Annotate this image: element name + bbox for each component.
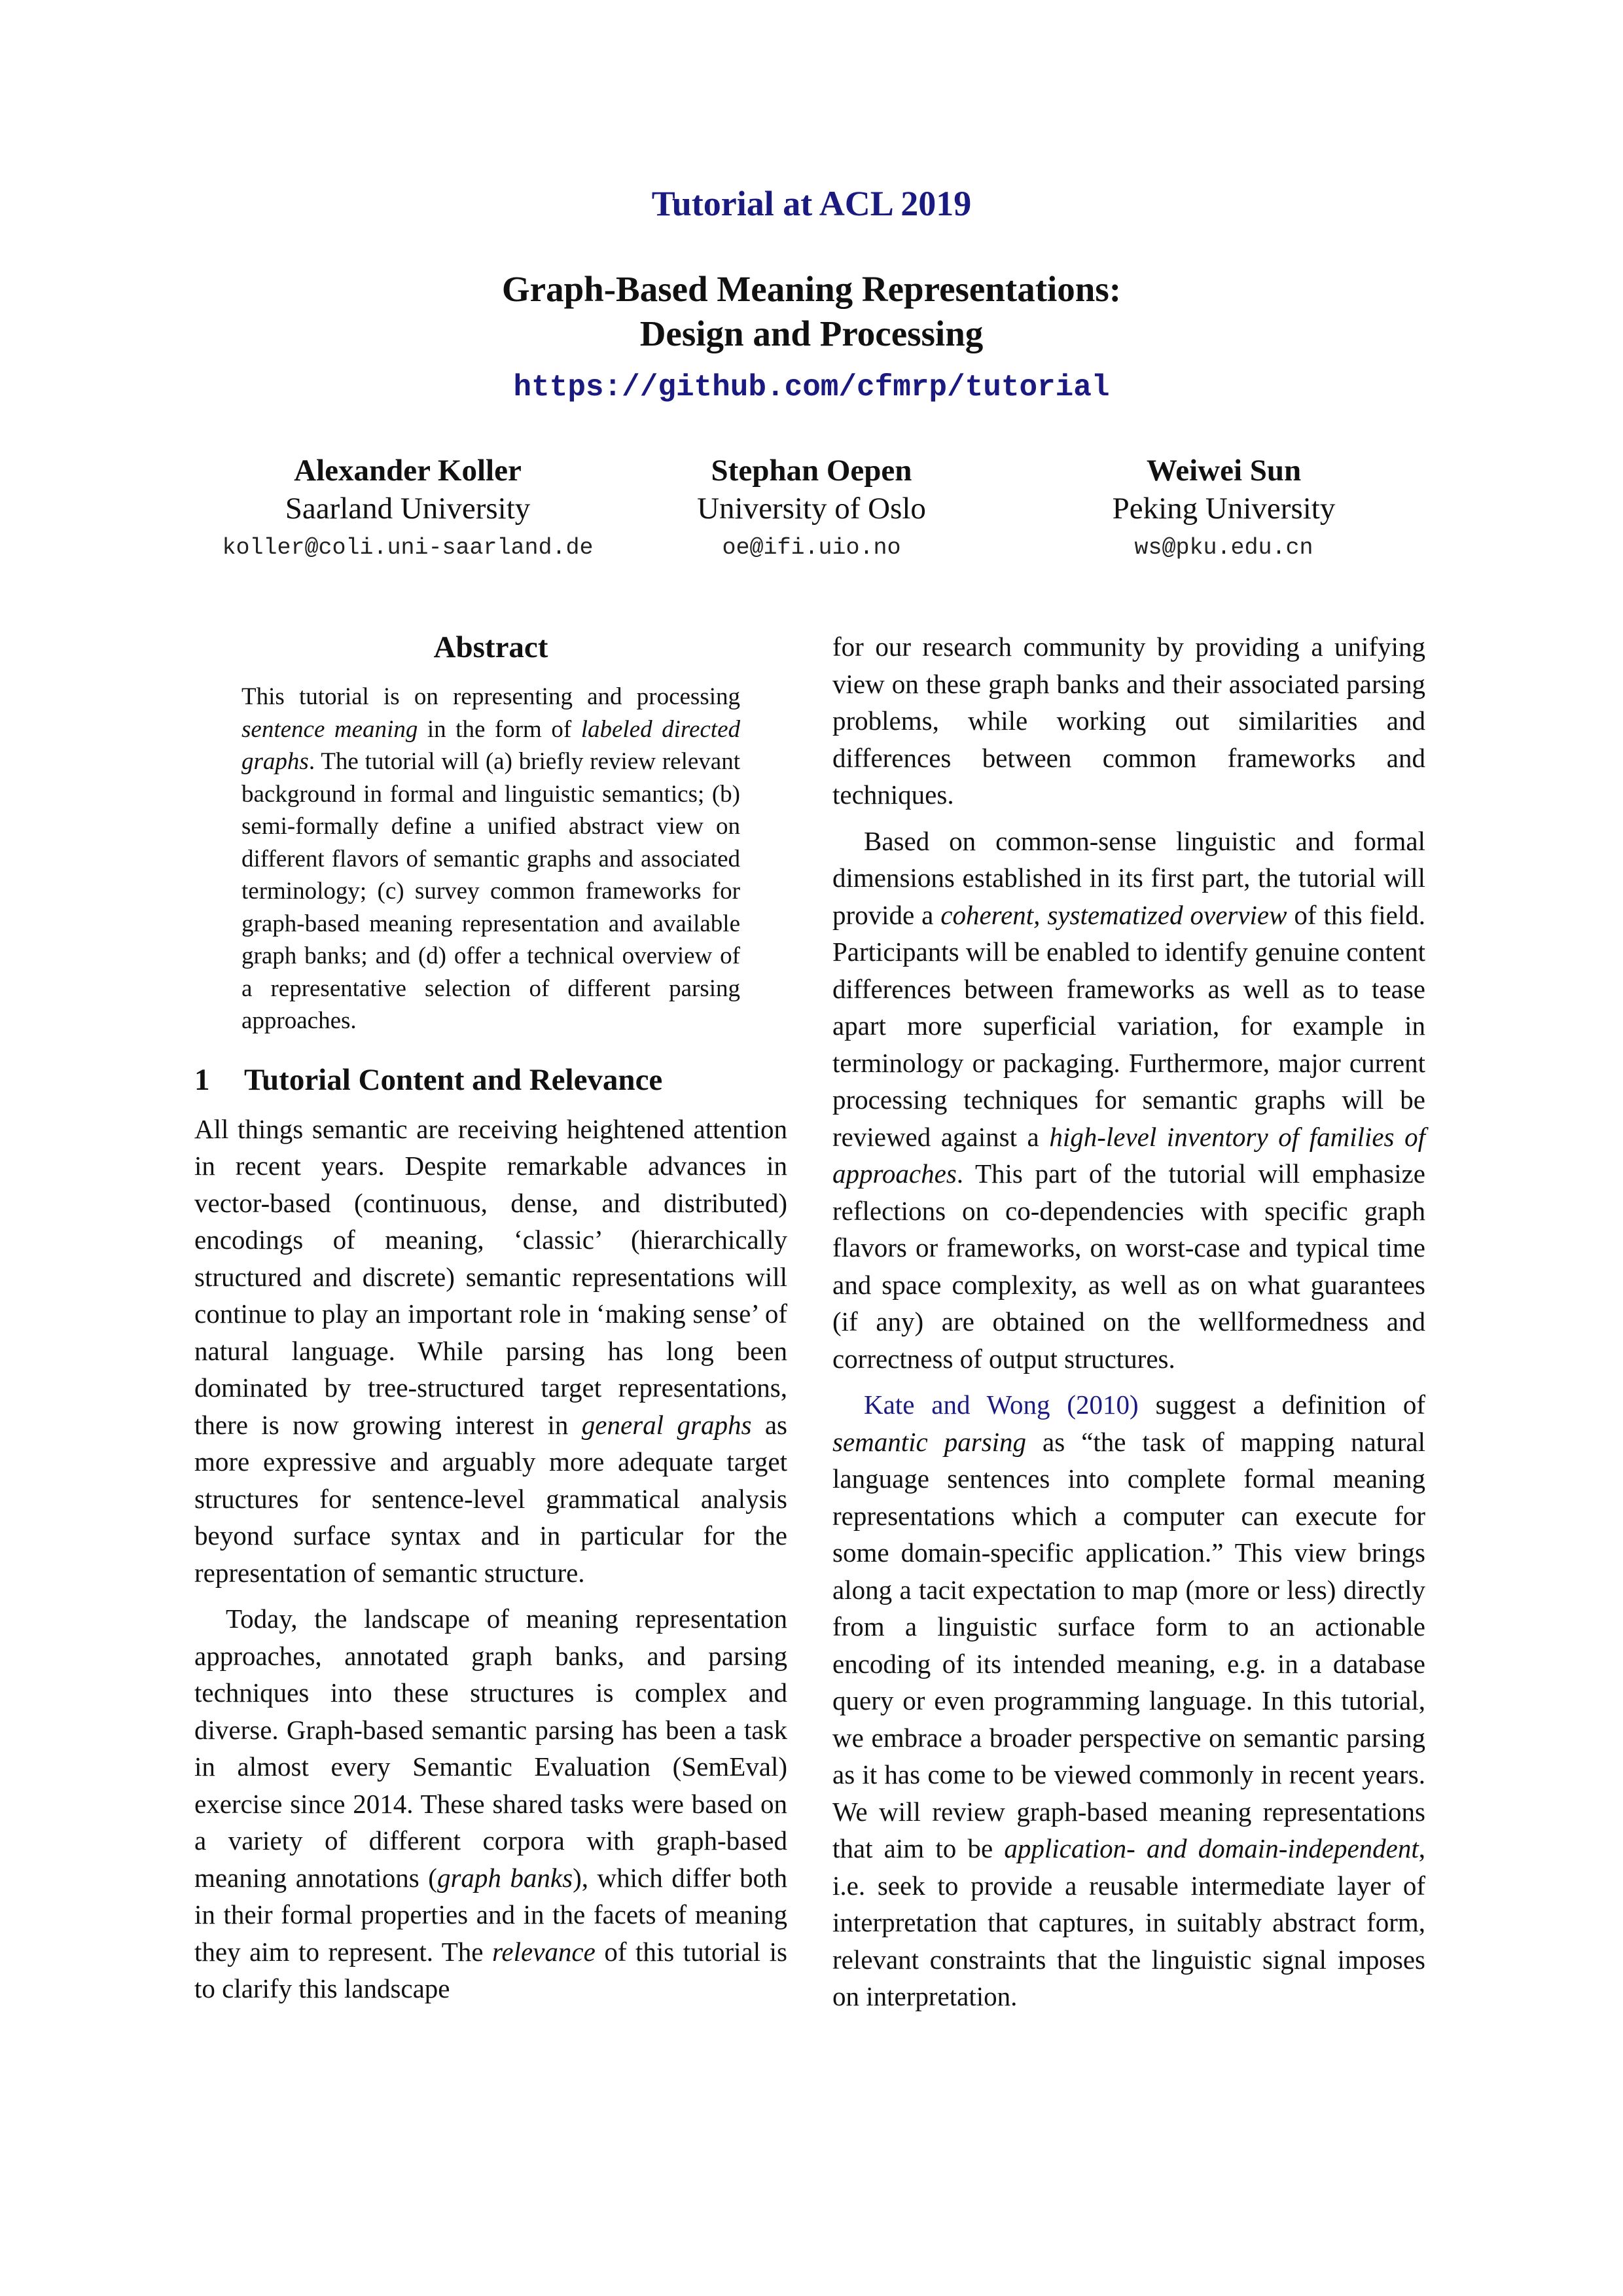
abstract-text xyxy=(241,681,740,1037)
paragraph-2 xyxy=(194,1600,787,2007)
paragraph-text: suggest a definition of xyxy=(1138,1390,1425,1420)
paragraph-emphasis: coherent, systematized overview xyxy=(940,899,1287,930)
paragraph-text: of this tutorial is to clarify this landscape xyxy=(194,1936,787,2003)
paragraph-3 xyxy=(832,628,1425,814)
paragraph-text: . This part of the tutorial will emphasize reflections on co-dependencies with specific graph flavors or frameworks, on worst-case and typical time and space complexity, as well as on what guarantees (if any) are obtained on the wellformedness and correctness of output structures. xyxy=(832,1158,1425,1374)
tutorial-url-link[interactable]: https://github.com/cfmrp/tutorial xyxy=(513,370,1110,404)
abstract-text-part: This tutorial is on representing and processing xyxy=(241,683,740,710)
author-name: Alexander Koller xyxy=(294,454,522,488)
section-heading xyxy=(194,1061,787,1099)
right-column xyxy=(832,628,1425,2015)
author-block xyxy=(0,452,1623,569)
author-email: oe@ifi.uio.no xyxy=(722,535,901,561)
paragraph-emphasis: application- and domain-independent xyxy=(1004,1833,1419,1863)
paragraph-5 xyxy=(832,1386,1425,2015)
paragraph-text: as more expressive and arguably more adequate target structures for sentence-level grammatical analysis beyond surface syntax and in particular for the representation of semantic structure. xyxy=(194,1409,788,1588)
abstract-emphasis: sentence meaning xyxy=(241,715,418,743)
paragraph-text: All things semantic are receiving heightened attention in recent years. Despite remarkable advances in vector-based (continuous, dense, and distributed) encodings of meaning, ‘classic’ (hierarchically structured and discrete) semantic representations will continue to play an important role in ‘making sense’ of natural language. While parsing has long been dominated by tree-structured target representations, there is now growing interest in xyxy=(194,1113,787,1440)
abstract-emphasis: labeled directed graphs xyxy=(241,715,740,775)
author-sun xyxy=(962,452,1486,564)
author-email: ws@pku.edu.cn xyxy=(1134,535,1313,561)
author-affiliation: Peking University xyxy=(1112,492,1336,526)
paper-title xyxy=(0,267,1623,356)
paragraph-text: for our research community by providing a unifying view on these graph banks and their associated parsing problems, while working out similarities and differences between common frameworks and techniques. xyxy=(832,632,1425,810)
paper-title-line-1: Graph-Based Meaning Representations: xyxy=(501,269,1122,309)
paragraph-emphasis: semantic parsing xyxy=(832,1426,1027,1457)
author-name: Weiwei Sun xyxy=(1146,454,1302,488)
paragraph-text: , i.e. seek to provide a reusable intermediate layer of interpretation that captures, in suitably abstract form, relevant constraints that the linguistic signal imposes on interpretation. xyxy=(832,1833,1425,2011)
author-affiliation: Saarland University xyxy=(285,492,531,526)
abstract-heading: Abstract xyxy=(433,630,548,664)
venue-title: Tutorial at ACL 2019 xyxy=(651,184,972,223)
paragraph-1 xyxy=(194,1111,787,1592)
author-email: koller@coli.uni-saarland.de xyxy=(222,535,594,561)
paragraph-text: of this field. Participants will be enabled to identify genuine content differences between frameworks as well as to tease apart more superficial variation, for example in terminology or packaging. Furthermore, major current processing techniques for semantic graphs will be reviewed against a xyxy=(832,899,1425,1152)
paragraph-emphasis: graph banks xyxy=(437,1862,573,1893)
paragraph-emphasis: relevance xyxy=(491,1936,596,1967)
citation-link[interactable]: Kate and Wong (2010) xyxy=(864,1390,1139,1420)
section-number: 1 xyxy=(194,1062,210,1097)
abstract-text-part: in the form of xyxy=(418,715,581,743)
abstract-text-part: . The tutorial will (a) briefly review relevant background in formal and linguistic semantics; (b) semi-formally define a unified abstract view on different flavors of semantic graphs and associated terminology; (c) survey common frameworks for graph-based meaning representation and available graph banks; and (d) offer a technical overview of a representative selection of different parsing approaches. xyxy=(241,748,740,1034)
paragraph-4 xyxy=(832,823,1425,1378)
left-column xyxy=(194,628,787,2007)
section-title: Tutorial Content and Relevance xyxy=(244,1062,663,1097)
author-name: Stephan Oepen xyxy=(711,454,912,488)
author-affiliation: University of Oslo xyxy=(697,492,926,526)
paper-title-line-2: Design and Processing xyxy=(639,314,984,353)
paragraph-emphasis: high-level inventory of families of approaches xyxy=(832,1121,1425,1189)
paragraph-emphasis: general graphs xyxy=(581,1409,752,1440)
paragraph-text: Today, the landscape of meaning representation approaches, annotated graph banks, and parsing techniques into these structures is complex and diverse. Graph-based semantic parsing has been a task in almost every Semantic Evaluation (SemEval) exercise since 2014. These shared tasks were based on a variety of different corpora with graph-based meaning annotations ( xyxy=(194,1604,787,1893)
paragraph-text: Based on common-sense linguistic and formal dimensions established in its first part, the tutorial will provide a xyxy=(832,825,1425,930)
paragraph-text: ), which differ both in their formal properties and in the facets of meaning they aim to represent. The xyxy=(194,1862,788,1967)
paragraph-text: as “the task of mapping natural language sentences into complete formal meaning representations which a computer can execute for some domain-specific application.” This view brings along a tacit expectation to map (more or less) directly from a linguistic surface form to an actionable encoding of its intended meaning, e.g. in a database query or even programming language. In this tutorial, we embrace a broader perspective on semantic parsing as it has come to be viewed commonly in recent years. We will review graph-based meaning representations that aim to be xyxy=(832,1426,1425,1863)
